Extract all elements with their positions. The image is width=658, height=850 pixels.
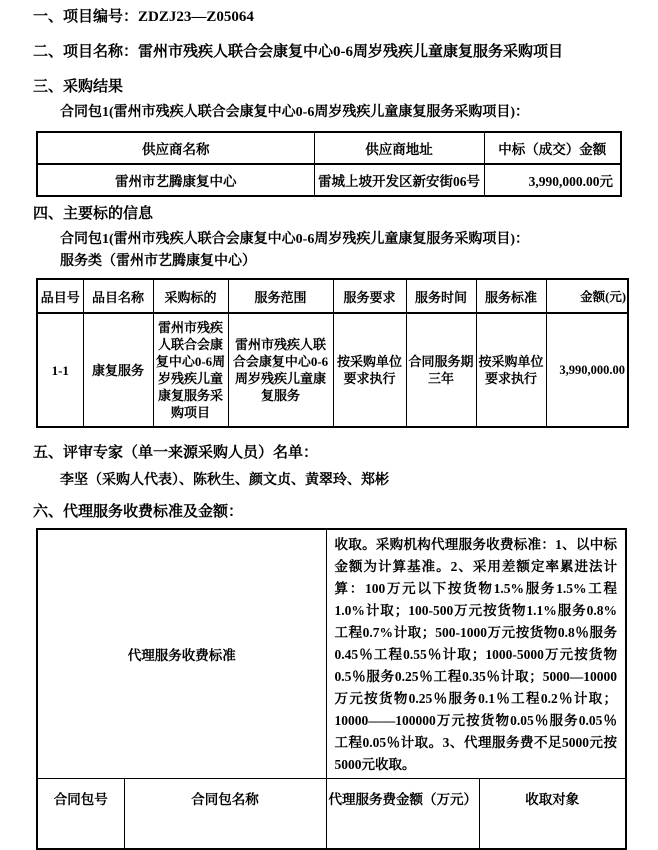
agency-fee-table bbox=[36, 528, 627, 850]
service-requirement-cell: 按采购单位要求执行 bbox=[333, 313, 406, 427]
service-category-line: 服务类（雷州市艺腾康复中心） bbox=[60, 254, 256, 269]
project-number-line: 一、项目编号：ZDZJ23—Z05064 bbox=[33, 9, 254, 25]
service-scope-cell: 雷州市残疾人联合会康复中心0-6周岁残疾儿童康复服务 bbox=[228, 313, 333, 427]
service-time-cell: 合同服务期三年 bbox=[406, 313, 476, 427]
item-name-cell: 康复服务 bbox=[83, 313, 153, 427]
agency-fee-amount-header: 代理服务费金额（万元） bbox=[326, 779, 479, 849]
service-standard-cell: 按采购单位要求执行 bbox=[476, 313, 546, 427]
service-time-header: 服务时间 bbox=[406, 279, 476, 313]
item-table-header-row bbox=[37, 279, 628, 313]
supplier-name-cell: 雷州市艺腾康复中心 bbox=[37, 164, 314, 196]
supplier-table bbox=[36, 131, 622, 197]
service-requirement-header: 服务要求 bbox=[333, 279, 406, 313]
contract-package-line-result: 合同包1(雷州市残疾人联合会康复中心0-6周岁残疾儿童康复服务采购项目)： bbox=[60, 105, 529, 120]
supplier-address-header: 供应商地址 bbox=[314, 132, 484, 164]
fee-table-footer-row bbox=[37, 779, 626, 849]
service-scope-header: 服务范围 bbox=[228, 279, 333, 313]
procurement-result-heading: 三、采购结果 bbox=[33, 79, 124, 95]
fee-standard-label-cell: 代理服务收费标准 bbox=[37, 529, 326, 779]
procurement-result-document bbox=[0, 9, 658, 807]
item-table-row bbox=[37, 313, 628, 427]
supplier-address-cell: 雷城上坡开发区新安街06号 bbox=[314, 164, 484, 196]
contract-package-line-subject: 合同包1(雷州市残疾人联合会康复中心0-6周岁残疾儿童康复服务采购项目)： bbox=[60, 232, 529, 247]
contract-package-name-header: 合同包名称 bbox=[124, 779, 326, 849]
amount-header: 金额(元) bbox=[546, 279, 628, 313]
fee-standard-text-cell: 收取。采购机构代理服务收费标准：1、以中标金额为计算基准。2、采用差额定率累进法计算：100万元以下按货物1.5%服务1.5%工程1.0%计取；100-500万元按货物1.1%服务0.8%工程0.7%计取；500-1000万元按货物0.8％服务0.45％工程0.55％计取；1000-5000万元按货物0.5％服务0.25％工程0.35％计取；5000—10000万元按货物0.25％服务0.1％工程0.2％计取；10000——100000万元按货物0.05％服务0.05％工程0.05％计取。3、代理服务费不足5000元按5000元收取。 bbox=[326, 529, 626, 779]
procurement-subject-header: 采购标的 bbox=[153, 279, 228, 313]
item-no-header: 品目号 bbox=[37, 279, 83, 313]
review-experts-heading: 五、评审专家（单一来源采购人员）名单： bbox=[33, 445, 319, 461]
supplier-table-row bbox=[37, 164, 621, 196]
procurement-subject-cell: 雷州市残疾人联合会康复中心0-6周岁残疾儿童康复服务采购项目 bbox=[153, 313, 228, 427]
contract-package-no-header: 合同包号 bbox=[37, 779, 124, 849]
service-standard-header: 服务标准 bbox=[476, 279, 546, 313]
item-table bbox=[36, 278, 629, 428]
agency-fee-heading: 六、代理服务收费标准及金额： bbox=[33, 504, 244, 520]
award-amount-cell: 3,990,000.00元 bbox=[484, 164, 621, 196]
main-subject-heading: 四、主要标的信息 bbox=[33, 206, 154, 222]
item-name-header: 品目名称 bbox=[83, 279, 153, 313]
item-no-cell: 1-1 bbox=[37, 313, 83, 427]
review-experts-names: 李坚（采购人代表）、陈秋生、颜文贞、黄翠玲、郑彬 bbox=[60, 473, 389, 488]
fee-standard-row bbox=[37, 529, 626, 779]
supplier-name-header: 供应商名称 bbox=[37, 132, 314, 164]
award-amount-header: 中标（成交）金额 bbox=[484, 132, 621, 164]
supplier-table-header-row bbox=[37, 132, 621, 164]
fee-payer-header: 收取对象 bbox=[479, 779, 626, 849]
project-name-line: 二、项目名称：雷州市残疾人联合会康复中心0-6周岁残疾儿童康复服务采购项目 bbox=[33, 44, 563, 60]
amount-cell: 3,990,000.00 bbox=[546, 313, 628, 427]
